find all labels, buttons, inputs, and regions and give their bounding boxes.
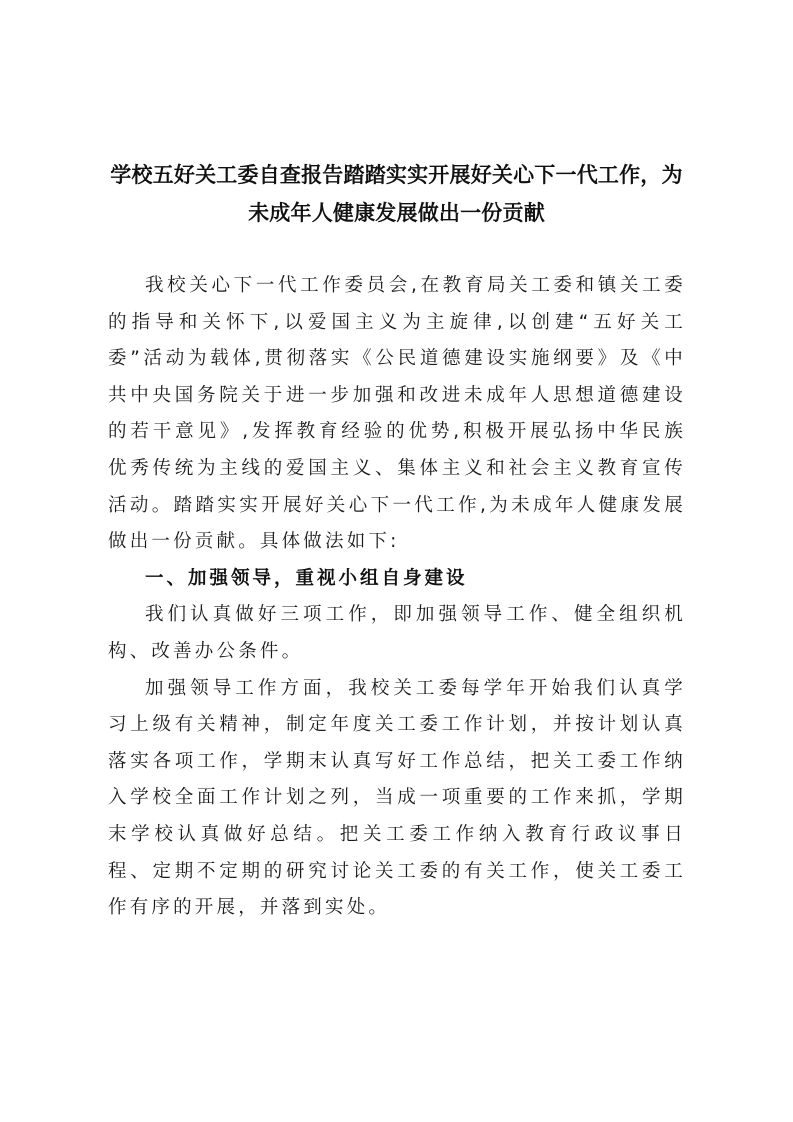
title-line-2: 未成年人健康发展做出一份贡献 xyxy=(248,200,545,225)
title-line-1: 学校五好关工委自查报告踏踏实实开展好关心下一代工作，为 xyxy=(110,162,683,187)
body-paragraph: 加强领导工作方面，我校关工委每学年开始我们认真学习上级有关精神，制定年度关工委工作计划，并按计划认真落实各项工作，学期末认真写好工作总结，把关工委工作纳入学校全面工作计划之列，当成一项重要的工作来抓，学期末学校认真做好总结。把关工委工作纳入教育行政议事日程、定期不定期的研究讨论关工委的有关工作，使关工委工作有序的开展，并落到实处。 xyxy=(108,677,686,919)
document-body xyxy=(108,268,686,927)
body-paragraph: 我们认真做好三项工作，即加强领导工作、健全组织机构、改善办公条件。 xyxy=(108,604,686,662)
document-title xyxy=(100,156,693,232)
intro-paragraph: 我校关心下一代工作委员会,在教育局关工委和镇关工委的指导和关怀下,以爱国主义为主旋律,以创建“五好关工委”活动为载体,贯彻落实《公民道德建设实施纲要》及《中共中央国务院关于进一步加强和改进未成年人思想道德建设的若干意见》,发挥教育经验的优势,积极开展弘扬中华民族优秀传统为主线的爱国主义、集体主义和社会主义教育宣传活动。踏踏实实开展好关心下一代工作,为未成年人健康发展做出一份贡献。具体做法如下: xyxy=(108,275,686,553)
section-heading: 一、加强领导，重视小组自身建设 xyxy=(145,567,468,589)
